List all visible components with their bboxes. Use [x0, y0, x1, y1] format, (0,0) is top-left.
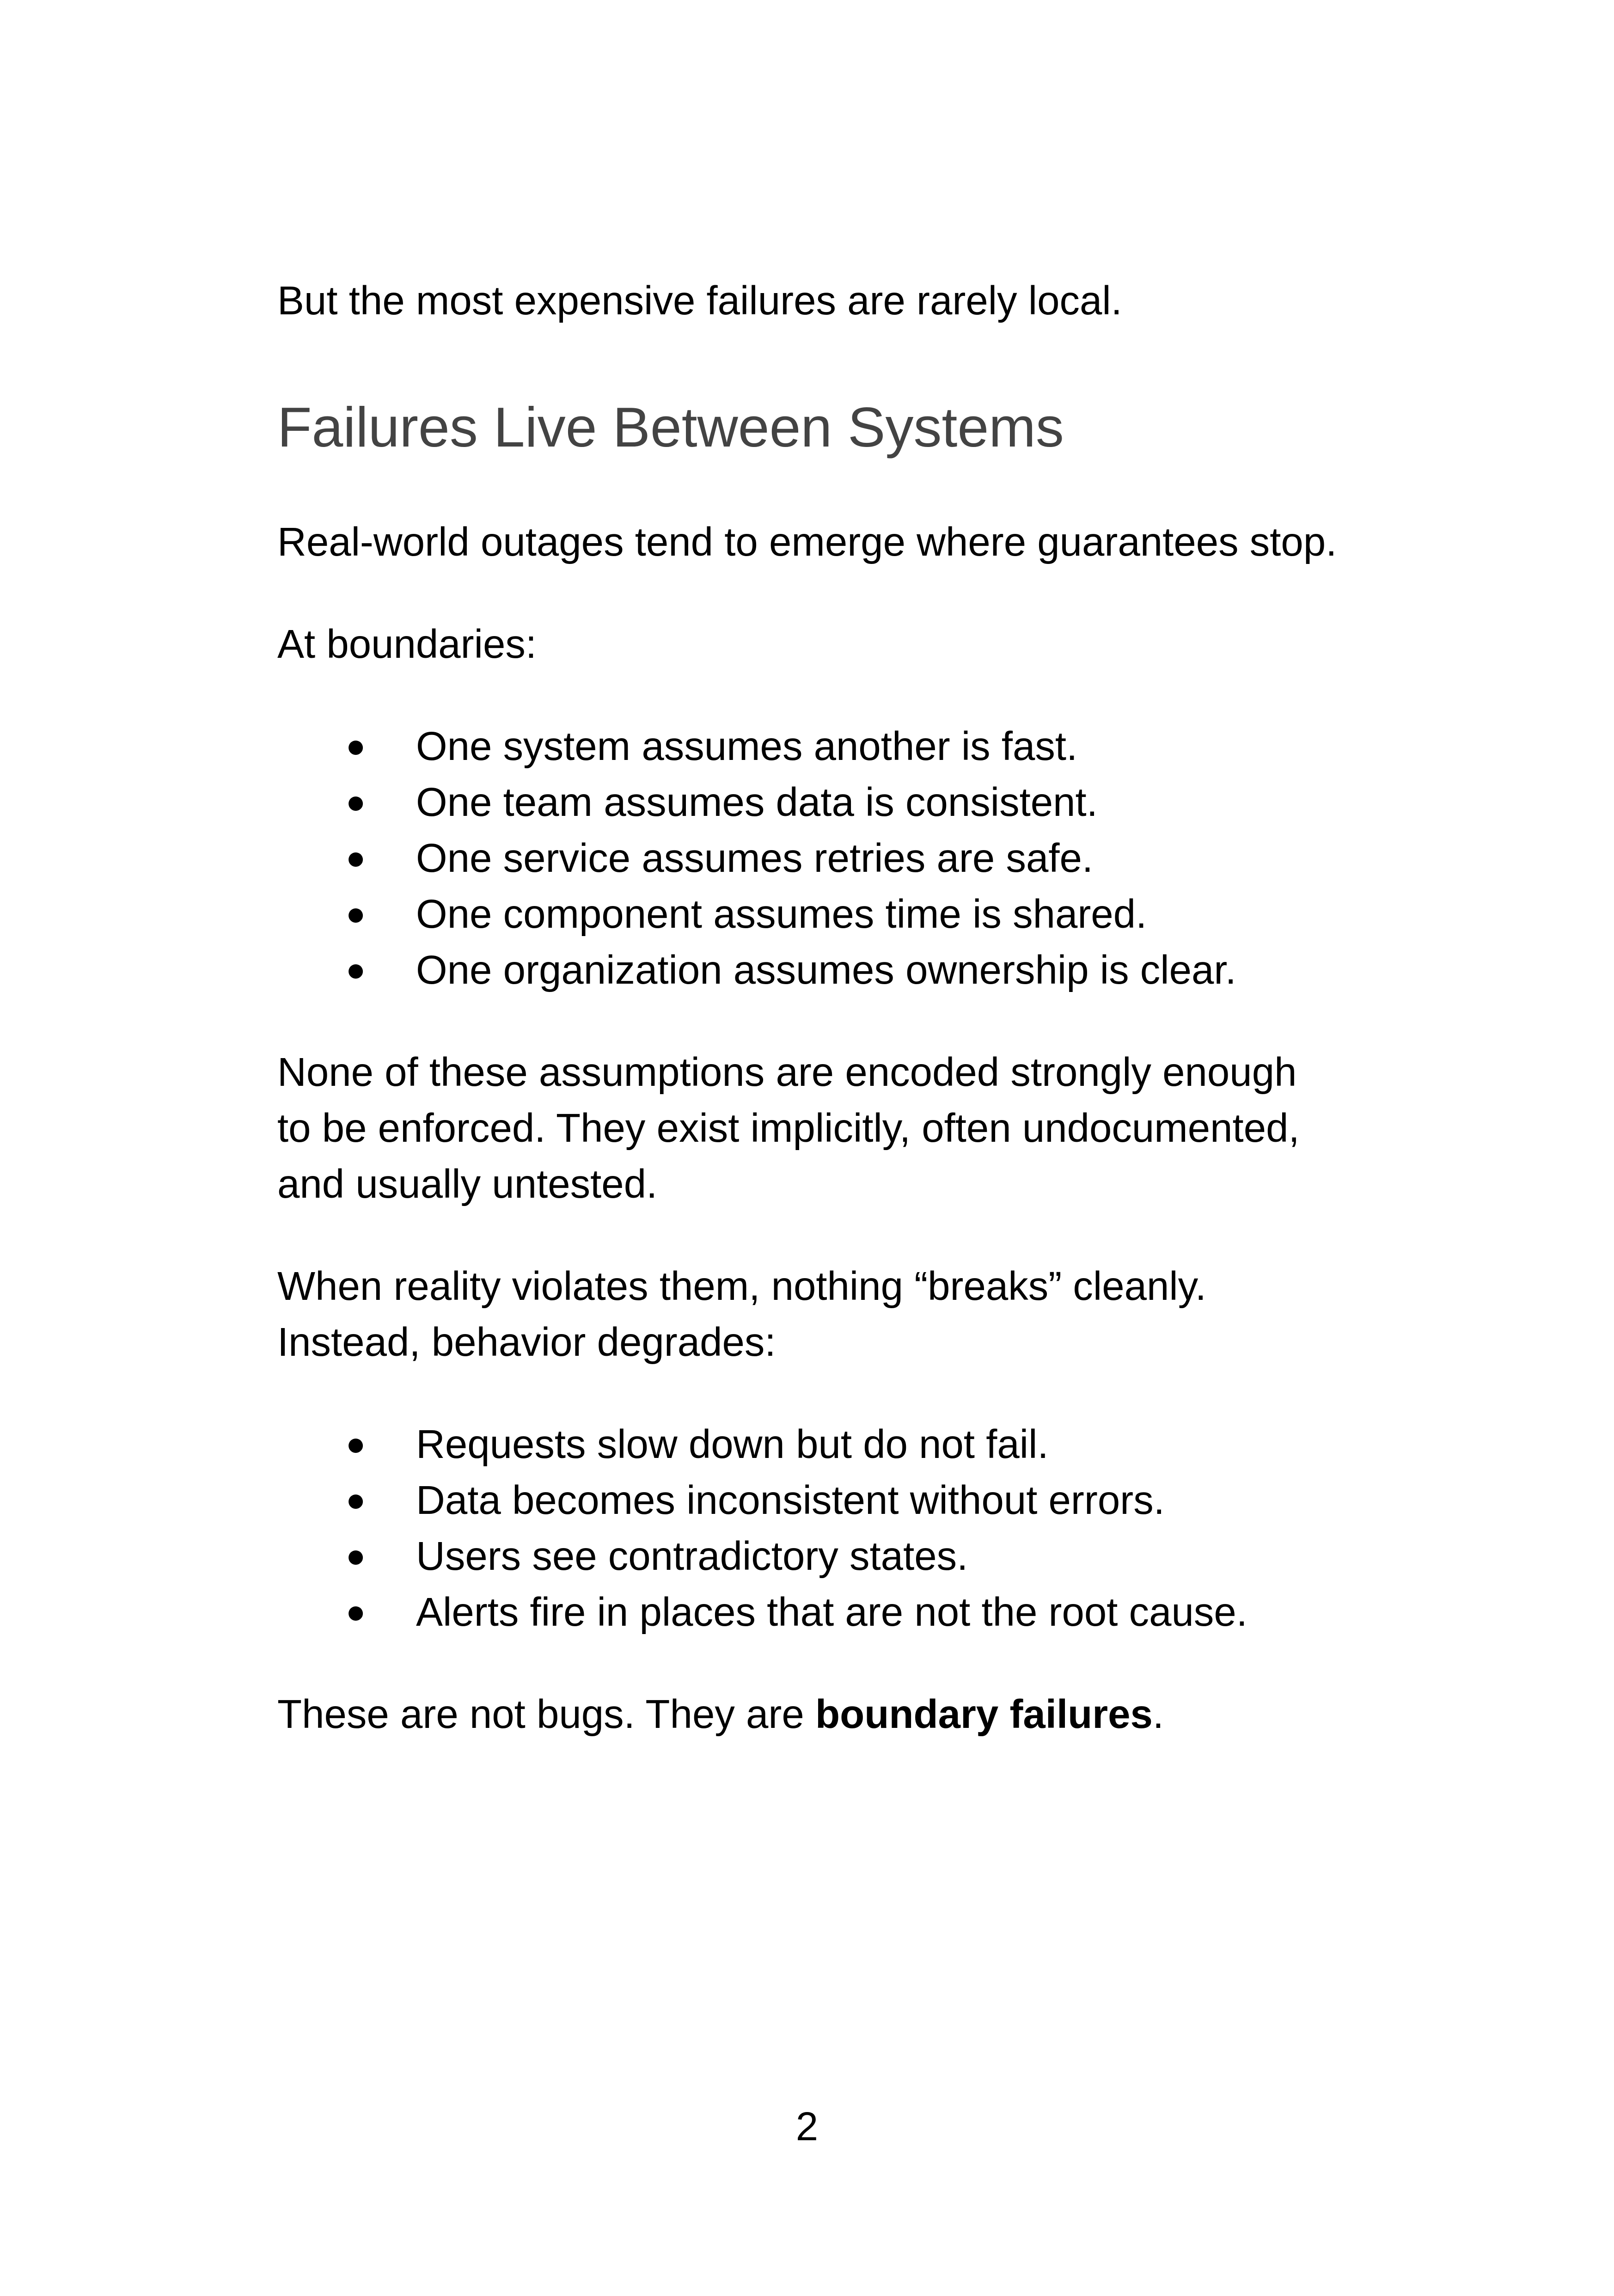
list-item-text: One component assumes time is shared. [416, 892, 1147, 937]
list-item [277, 830, 1340, 886]
outages-paragraph: Real-world outages tend to emerge where guarantees stop. [277, 520, 1337, 564]
bullet-icon: ● [346, 1593, 366, 1630]
list-item [277, 1472, 1340, 1528]
closing-emphasis: boundary failures [815, 1692, 1153, 1737]
bullet-icon: ● [346, 1537, 366, 1574]
list-item [277, 1528, 1340, 1584]
section-heading: Failures Live Between Systems [277, 396, 1064, 459]
boundaries-paragraph: At boundaries: [277, 622, 537, 667]
bullet-icon: ● [346, 1426, 366, 1463]
list-item [277, 718, 1340, 774]
list-item [277, 774, 1340, 830]
list-item-text: One service assumes retries are safe. [416, 836, 1094, 881]
list-item-text: One system assumes another is fast. [416, 724, 1078, 769]
page-number: 2 [795, 2104, 819, 2149]
list-item-text: One team assumes data is consistent. [416, 780, 1098, 825]
bullet-icon: ● [346, 728, 366, 765]
bullet-icon: ● [346, 784, 366, 820]
list-item-text: Users see contradictory states. [416, 1534, 968, 1579]
list-item [277, 886, 1340, 942]
closing-paragraph [277, 1686, 1340, 1742]
closing-prefix: These are not bugs. They are [277, 1692, 815, 1737]
assumptions-list [277, 718, 1340, 998]
none-of-these-paragraph: None of these assumptions are encoded strongly enough to be enforced. They exist implicitly, often undocumented, and usually untested. [277, 1050, 1300, 1206]
closing-suffix: . [1152, 1692, 1164, 1737]
intro-paragraph: But the most expensive failures are rarely local. [277, 278, 1122, 323]
list-item [277, 1584, 1340, 1640]
when-reality-paragraph: When reality violates them, nothing “breaks” cleanly. Instead, behavior degrades: [277, 1264, 1206, 1365]
list-item [277, 942, 1340, 998]
bullet-icon: ● [346, 839, 366, 876]
list-item-text: Requests slow down but do not fail. [416, 1422, 1049, 1467]
list-item-text: Alerts fire in places that are not the root cause. [416, 1590, 1247, 1635]
list-item-text: Data becomes inconsistent without errors. [416, 1478, 1165, 1523]
bullet-icon: ● [346, 951, 366, 988]
bullet-icon: ● [346, 1482, 366, 1518]
list-item [277, 1416, 1340, 1472]
degradations-list [277, 1416, 1340, 1640]
list-item-text: One organization assumes ownership is clear. [416, 948, 1236, 992]
page-content [277, 273, 1340, 1742]
bullet-icon: ● [346, 895, 366, 932]
